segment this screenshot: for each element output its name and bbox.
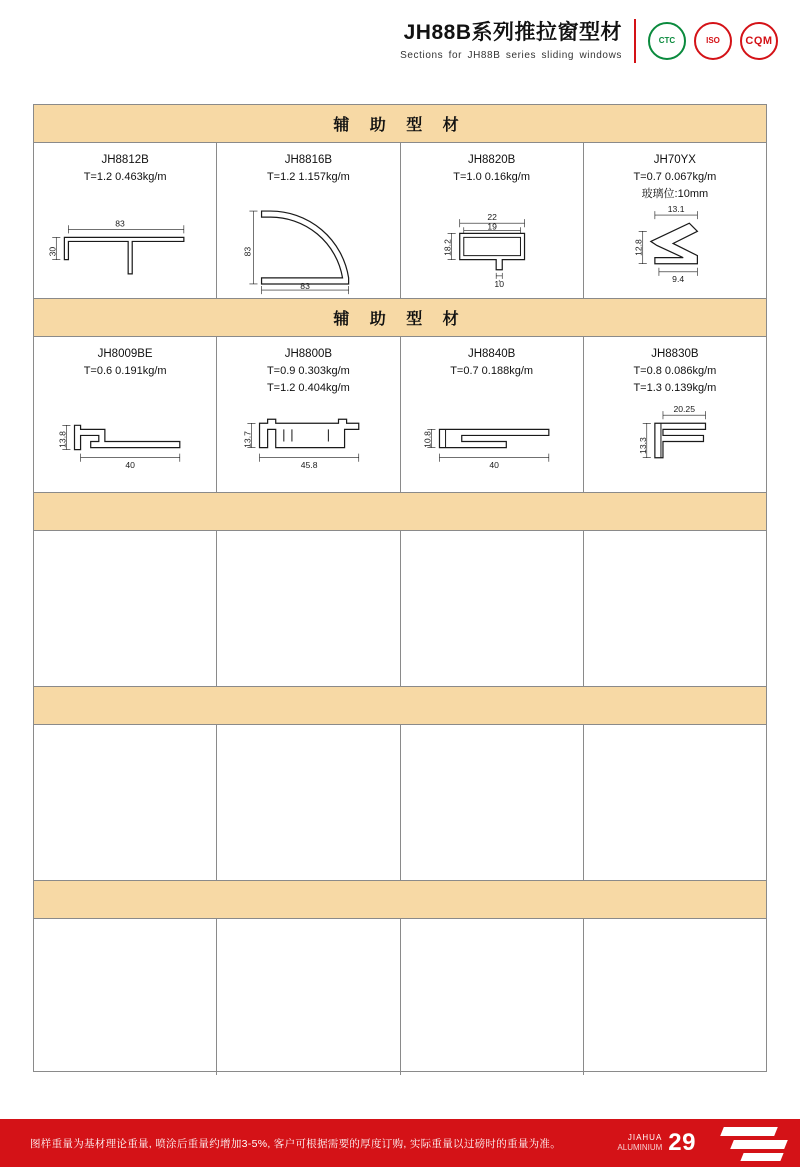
dim-18-2: 18.2	[442, 239, 453, 256]
profile-cell-jh8816b	[217, 143, 400, 298]
profile-spec-2: T=1.3 0.139kg/m	[633, 381, 717, 394]
header-divider	[634, 19, 636, 63]
profile-spec: T=0.7 0.188kg/m	[450, 365, 534, 378]
section-band-1: 辅 助 型 材	[34, 105, 766, 143]
iso-badge	[694, 22, 732, 60]
profile-header	[584, 346, 766, 396]
profile-code: JH8840B	[467, 348, 516, 360]
profile-drawing-jh8830b	[584, 393, 766, 488]
footer-note: 图样重量为基材理论重量, 喷涂后重量约增加3-5%, 客户可根据需要的厚度订购, 实际重量以过磅时的重量为准。	[30, 1137, 562, 1150]
dim-13-7: 13.7	[242, 431, 253, 448]
profile-cell-empty	[217, 531, 400, 686]
profile-drawing-jh8009be	[34, 393, 216, 488]
dim-83-height: 83	[242, 246, 253, 257]
profile-cell-empty	[584, 531, 766, 686]
profile-cell-empty	[584, 725, 766, 880]
profile-code: JH8820B	[467, 154, 516, 166]
dim-40: 40	[488, 459, 499, 470]
section-band-3	[34, 493, 766, 531]
profile-cell-empty	[34, 725, 217, 880]
dim-30-height: 30	[47, 246, 58, 257]
profile-spec: T=0.7 0.067kg/m	[633, 171, 717, 184]
dim-13-1: 13.1	[667, 204, 685, 215]
profile-cell-jh8009be	[34, 337, 217, 492]
table-row	[34, 337, 766, 493]
profile-code: JH8009BE	[97, 348, 153, 360]
section-band-5	[34, 881, 766, 919]
profile-spec-2: T=1.2 0.404kg/m	[266, 381, 350, 394]
dim-22: 22	[486, 212, 497, 223]
profile-spec: T=1.2 1.157kg/m	[266, 171, 350, 184]
profile-spec: T=1.0 0.16kg/m	[453, 171, 530, 184]
profile-drawing-jh8812b	[34, 199, 216, 294]
header-titles	[400, 21, 622, 61]
profile-cell-empty	[34, 919, 217, 1075]
page-subtitle: Sections for JH88B series sliding windows	[400, 50, 622, 62]
profile-cell-empty	[401, 725, 584, 880]
dim-13-8: 13.8	[57, 431, 68, 448]
profile-drawing-jh8816b	[217, 199, 399, 294]
profile-drawing-jh70yx	[584, 199, 766, 294]
page-title: JH88B系列推拉窗型材	[403, 20, 622, 44]
profile-cell-jh70yx	[584, 143, 766, 298]
profile-cell-jh8800b	[217, 337, 400, 492]
ctc-badge-label: CTC	[658, 36, 676, 45]
certification-badges	[648, 22, 778, 60]
cqm-badge-label: CQM	[745, 34, 773, 47]
profile-header	[584, 152, 766, 202]
profile-cell-empty	[217, 725, 400, 880]
profile-code: JH8830B	[651, 348, 699, 360]
profile-cell-jh8812b	[34, 143, 217, 298]
page-footer	[0, 1119, 800, 1167]
dim-12-8: 12.8	[633, 239, 644, 256]
dim-10: 10	[493, 279, 504, 289]
dim-20-25: 20.25	[673, 404, 695, 415]
profile-spec: T=0.8 0.086kg/m	[633, 365, 717, 378]
dim-13-3: 13.3	[637, 437, 648, 454]
dim-9-4: 9.4	[671, 273, 684, 284]
table-row	[34, 531, 766, 687]
dim-40: 40	[125, 459, 135, 470]
profile-drawing-jh8820b	[401, 199, 583, 294]
brand-mark-icon	[714, 1119, 800, 1167]
profile-spec: T=1.2 0.463kg/m	[83, 171, 167, 184]
profile-cell-empty	[401, 531, 584, 686]
section-band-4	[34, 687, 766, 725]
profile-header	[34, 346, 216, 380]
dim-45-8: 45.8	[301, 459, 318, 470]
iso-badge-label: ISO	[706, 36, 720, 45]
page-number: 29	[668, 1129, 696, 1156]
profile-cell-empty	[401, 919, 584, 1075]
profile-cell-jh8830b	[584, 337, 766, 492]
page-header	[0, 0, 800, 82]
profile-header	[34, 152, 216, 186]
profile-cell-empty	[217, 919, 400, 1075]
profile-header	[401, 152, 583, 186]
dim-83-width: 83	[115, 218, 125, 229]
ctc-badge	[648, 22, 686, 60]
cqm-badge	[740, 22, 778, 60]
table-row	[34, 725, 766, 881]
profile-cell-jh8840b	[401, 337, 584, 492]
profile-cell-jh8820b	[401, 143, 584, 298]
footer-brand-cn: JIAHUA	[627, 1133, 663, 1142]
profile-code: JH8812B	[101, 154, 149, 166]
profile-spec: T=0.6 0.191kg/m	[83, 365, 167, 378]
profiles-table	[33, 104, 767, 1072]
profile-spec: T=0.9 0.303kg/m	[266, 365, 350, 378]
table-row	[34, 143, 766, 299]
profile-header	[217, 346, 399, 396]
footer-brand-en: ALUMINIUM	[617, 1143, 663, 1152]
profile-header	[217, 152, 399, 186]
table-row	[34, 919, 766, 1075]
profile-header	[401, 346, 583, 380]
dim-83-width: 83	[300, 281, 311, 292]
profile-code: JH70YX	[653, 154, 696, 166]
footer-brand	[617, 1133, 668, 1153]
profile-cell-empty	[34, 531, 217, 686]
profile-drawing-jh8840b	[401, 393, 583, 488]
profile-code: JH8816B	[284, 154, 333, 166]
dim-10-8: 10.8	[421, 431, 432, 448]
profile-spec-glass: 玻璃位:10mm	[641, 187, 709, 200]
profile-code: JH8800B	[284, 348, 333, 360]
section-band-2: 辅 助 型 材	[34, 299, 766, 337]
profile-cell-empty	[584, 919, 766, 1075]
profile-drawing-jh8800b	[217, 393, 399, 488]
dim-19: 19	[486, 221, 497, 232]
